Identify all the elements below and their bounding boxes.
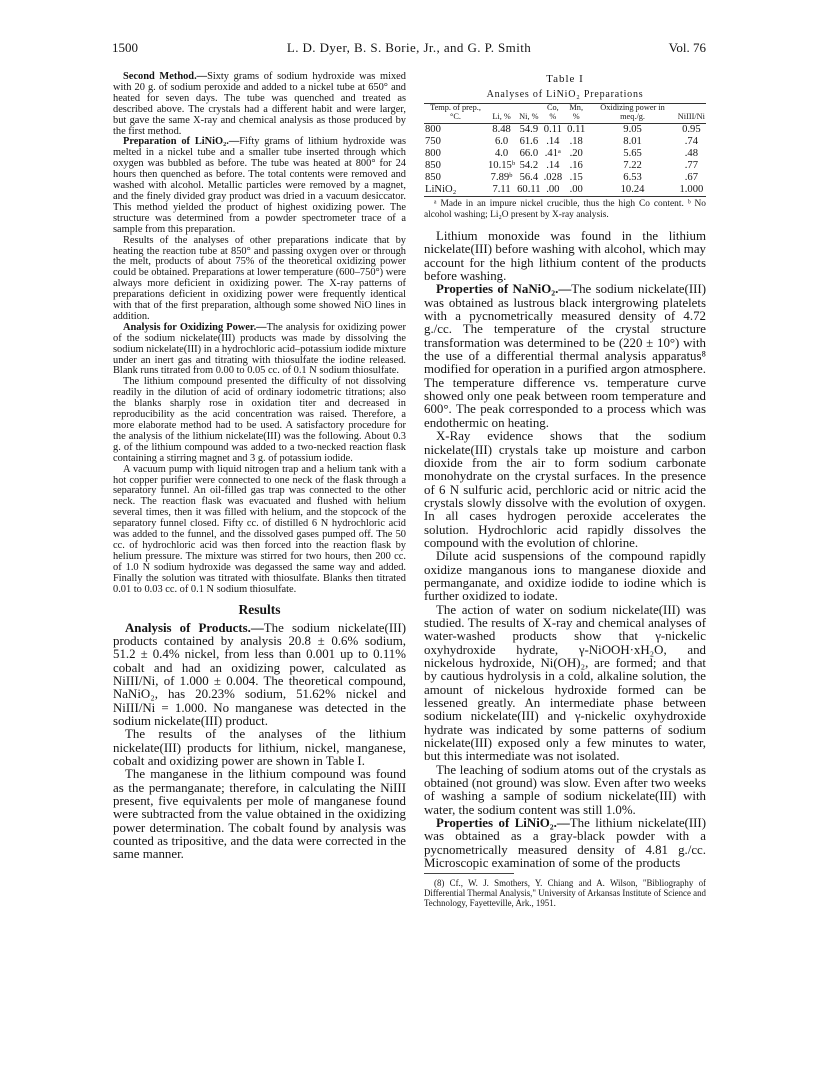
table-cell: 850 (425, 172, 441, 184)
footnote-8: (8) Cf., W. J. Smothers, Y. Chiang and A. Wilson, "Bibliography of Differential Thermal Analysis," University of Arkansas Institute of Science and Technology, Fayetteville, Ark., 1951. (424, 877, 706, 909)
table-cell: 9.05 (623, 124, 642, 136)
table-cell: .74 (684, 136, 698, 148)
run-in-heading: Analysis of Products.— (125, 620, 264, 635)
properties-section (424, 230, 706, 871)
table-cell: 7.11 (487, 184, 516, 197)
paragraph-vacuum-apparatus: A vacuum pump with liquid nitrogen trap and a helium tank with a hot copper purifier were connected to one neck of the flask through a separatory funnel. An oil-filled gas trap was connected to the other neck. The reaction flask was evacuated and flushed with helium several times, then it was filled with helium, and the stopcock of the separatory funnel closed. Fifty cc. of distilled 6 N hydrochloric acid was added to the funnel, and the dissolved gases pumped off. The 50 cc. of hydrochloric acid was then forced into the reaction flask by helium pressure. The mixture was stirred for two hours, then 200 cc. of 1.0 N sodium hydroxide was degassed the same way and added. Finally the solution was titrated with thiosulfate. Blanks then titrated 0.01 to 0.03 cc. of 0.1 N sodium thiosulfate. (113, 463, 406, 595)
table-row (424, 124, 706, 137)
column-header: Oxidizing power in meq./g. (588, 104, 676, 124)
table-cell: 850 (425, 160, 441, 172)
left-column (113, 72, 406, 862)
running-header (112, 40, 706, 56)
table-cell: 0.11 (567, 124, 586, 136)
table-cell: 7.22 (623, 160, 642, 172)
table-cell: .41ᵃ (544, 148, 561, 160)
column-header: Li, % (487, 104, 516, 124)
table-cell: 66.0 (519, 148, 539, 160)
table-cell: 56.4 (519, 172, 539, 184)
table-cell: .14 (546, 136, 560, 148)
run-in-heading: Second Method.— (123, 71, 208, 82)
paragraph-properties-linio2: Properties of LiNiO₂.—The lithium nickelate(III) was obtained as a gray-black powder with a pycnometrically measured density of 4.81 g./cc. Microscopic examination of some of the products (424, 816, 707, 871)
table-cell: 8.48 (492, 124, 511, 136)
table-cell: 60.11 (517, 184, 541, 196)
volume-label: Vol. 76 (668, 40, 706, 55)
paragraph-other-preparations: Results of the analyses of other preparations indicate that by heating the reaction tube at 850° and passing oxygen over or through the melt, products of about 75% of the theoretical oxidizing power could be obtained. Preparations at lower temperature (600–750°) were always more deficient in oxidizing power. The X-ray patterns of preparations deficient in oxidizing power were frequently identical with that of the first preparation, although some showed NiO lines in addition. (113, 234, 406, 322)
paragraph-analysis-oxidizing-power: Analysis for Oxidizing Power.—The analysis for oxidizing power of the sodium nickelate(III) products was made by dissolving the sodium nickelate(III) in a hydrochloric acid–potassium iodide mixture under an inert gas and titrating with thiosulfate the iodine released. Blank runs titrated from 0.00 to 0.05 cc. of 0.1 N sodium thiosulfate. (113, 321, 407, 377)
table-cell: LiNiO₂ (424, 184, 487, 197)
table-title: Table I (546, 73, 584, 85)
table-cell: 10.15ᵇ (488, 160, 516, 172)
table-header-row (424, 104, 706, 124)
experimental-section (113, 72, 406, 596)
column-header: Ni, % (516, 104, 541, 124)
table-footnotes: ᵃ Made in an impure nickel crucible, thus the high Co content. ᵇ No alcohol washing; Li₂O present by X-ray analysis. (424, 199, 706, 220)
table-cell: 61.6 (519, 136, 539, 148)
results-section (113, 622, 406, 862)
paragraph-table-reference: The results of the analyses of the lithium nickelate(III) products for lithium, nickel, manganese, cobalt and oxidizing power are shown in Table I. (113, 727, 406, 768)
table-row (424, 172, 706, 184)
data-table (424, 103, 706, 197)
running-title-authors: L. D. Dyer, B. S. Borie, Jr., and G. P. Smith (286, 40, 532, 55)
table-row (424, 160, 706, 172)
paragraph-leaching: The leaching of sodium atoms out of the crystals as obtained (not ground) was slow. Even after two weeks of washing a sample of sodium nickelate(III) with water, the sodium content was still 1.0%. (424, 762, 706, 817)
table-cell: 800 (425, 124, 441, 136)
table-cell: 7.89ᵇ (490, 172, 513, 184)
run-in-heading: Analysis for Oxidizing Power.— (123, 321, 267, 333)
paragraph-manganese: The manganese in the lithium compound was found as the permanganate; therefore, in calculating the NiIII present, five equivalents per mole of manganese found were subtracted from the value obtained in the oxidizing power determination. The cobalt found by analysis was counted as tripositive, and the data were corrected in the same manner. (113, 767, 406, 862)
table-cell: .48 (684, 148, 698, 160)
table-row (424, 136, 706, 148)
right-column (424, 72, 706, 909)
paragraph-second-method: Second Method.—Sixty grams of sodium hydroxide was mixed with 20 g. of sodium peroxide and added to a nickel tube at 650° and heated for seven days. The tube was quenched and treated as described above. The crystals had a different habit and were larger, but gave the same X-ray and chemical analysis as those produced by the first method. (113, 71, 406, 137)
table-row (424, 184, 706, 197)
table-cell: 54.2 (519, 160, 539, 172)
column-header: Mn, % (564, 104, 588, 124)
table-cell: 5.65 (623, 148, 642, 160)
table-cell: 0.95 (682, 124, 701, 136)
table-cell: .14 (546, 160, 560, 172)
table-cell: .15 (569, 172, 583, 184)
table-cell: 54.9 (519, 124, 539, 136)
run-in-heading: Properties of NaNiO₂.— (436, 282, 572, 297)
table-cell: 8.01 (623, 136, 642, 148)
run-in-heading: Properties of LiNiO₂.— (436, 816, 570, 831)
table-cell: 4.0 (494, 148, 509, 160)
table-cell: .028 (543, 172, 563, 184)
table-cell: .16 (569, 160, 583, 172)
table-cell: 6.0 (494, 136, 509, 148)
footnote-rule (424, 873, 514, 874)
table-cell: .67 (684, 172, 698, 184)
column-header: Temp. of prep., °C. (424, 104, 487, 124)
table-cell: .00 (542, 184, 565, 197)
table-row (424, 148, 706, 160)
paragraph-dilute-acid: Dilute acid suspensions of the compound rapidly oxidize manganous ions to manganese dioxide and permanganate, and oxidize iodide to iodine which is further oxidized to iodate. (424, 549, 706, 604)
table-cell: .18 (569, 136, 583, 148)
paragraph-action-of-water: The action of water on sodium nickelate(III) was studied. The results of X-ray and chemical analyses of water-washed products show that γ-nickelic oxyhydroxide hydrate, γ-NiOOH·xH₂O, and nickelous hydroxide, Ni(OH)₂, are formed; and that by cautious hydrolysis in a cold, alkaline solution, the amount of nickelous hydroxide formed can be lessened greatly. An intermediate phase between sodium nickelate(III) and γ-nickelic oxyhydroxide hydrate was indicated by some patterns of sodium nickelate(III) exposed only a few minutes to water, but this intermediate was not isolated. (424, 602, 706, 764)
paragraph-lithium-difficulty: The lithium compound presented the difficulty of not dissolving readily in the dilution of acid of ordinary iodometric titrations; also the blanks sharply rose in oxidation titer and decreased in reproducibility as the acid concentration was raised. Therefore, a more elaborate method had to be used. A satisfactory procedure for the analysis of the lithium nickelate(III) was the following. About 0.3 g. of the lithium compound was added to a two-necked reaction flask containing a stirring magnet and 3 g. of potassium iodide. (113, 376, 406, 464)
column-header: NiIII/Ni (677, 104, 706, 124)
table-cell: 6.53 (623, 172, 642, 184)
section-heading-results: Results (238, 601, 281, 617)
paragraph-xray-evidence: X-Ray evidence shows that the sodium nickelate(III) crystals take up moisture and carbon dioxide from the air to form sodium carbonate monohydrate on the crystal surfaces. In the presence of 6 N sulfuric acid, perchloric acid or nitric acid the crystals slowly dissolve with the evolution of oxygen. In all cases hydrogen peroxide accelerates the solution. Hydrochloric acid rapidly dissolves the compound with the evolution of chlorine. (424, 429, 706, 550)
paragraph-analysis-of-products: Analysis of Products.—The sodium nickelate(III) products contained by analysis 20.8 ± 0.6% sodium, 51.2 ± 0.4% nickel, from less than 0.001 up to 0.11% cobalt and had an oxidizing power, calculated as NiIII/Ni, of 1.000 ± 0.004. The theoretical compound, NaNiO₂, has 20.23% sodium, 51.62% nickel and NiIII/Ni = 1.000. No manganese was detected in the sodium nickelate(III) product. (113, 620, 406, 728)
table-subtitle: Analyses of LiNiO₂ Preparations (486, 89, 644, 100)
paragraph-properties-nanio2: Properties of NaNiO₂.—The sodium nickelate(III) was obtained as lustrous black intergrowing platelets with a pycnometrically measured density of 4.72 g./cc. The temperature of the crystal structure transformation was determined to be (220 ± 10°) with the use of a differential thermal analysis apparatus⁸ modified for operation in a purified argon atmosphere. The temperature difference vs. temperature curve showed only one peak between room temperature and 600°. The peak corresponded to a process which was endothermic on heating. (424, 282, 706, 430)
table-cell: .00 (564, 184, 588, 197)
table-cell: 750 (425, 136, 441, 148)
table-cell: 0.11 (543, 124, 562, 136)
table-cell: 1.000 (677, 184, 706, 197)
paragraph-lithium-monoxide: Lithium monoxide was found in the lithium nickelate(III) before washing with alcohol, which may account for the high lithium content of the products before washing. (424, 229, 706, 284)
table-cell: 10.24 (588, 184, 676, 197)
page-number: 1500 (112, 40, 138, 55)
table-cell: .20 (569, 148, 583, 160)
table-cell: 800 (425, 148, 441, 160)
column-header: Co, % (542, 104, 565, 124)
run-in-heading: Preparation of LiNiO₂.— (123, 136, 240, 148)
table-cell: .77 (684, 160, 698, 172)
paragraph-preparation-linio2: Preparation of LiNiO₂.—Fifty grams of lithium hydroxide was melted in a nickel tube and a smaller tube inserted through which oxygen was bubbled as before. The tube was heated at 800° for 24 hours then quenched as before. The total contents were removed and washed with alcohol. Metallic particles were removed by a magnet, and the finely divided gray product was dried in a vacuum desiccator. This method yielded the product of highest oxidizing power. The structure was determined from a powder spectrometer trace of a sample from this preparation. (113, 136, 406, 235)
